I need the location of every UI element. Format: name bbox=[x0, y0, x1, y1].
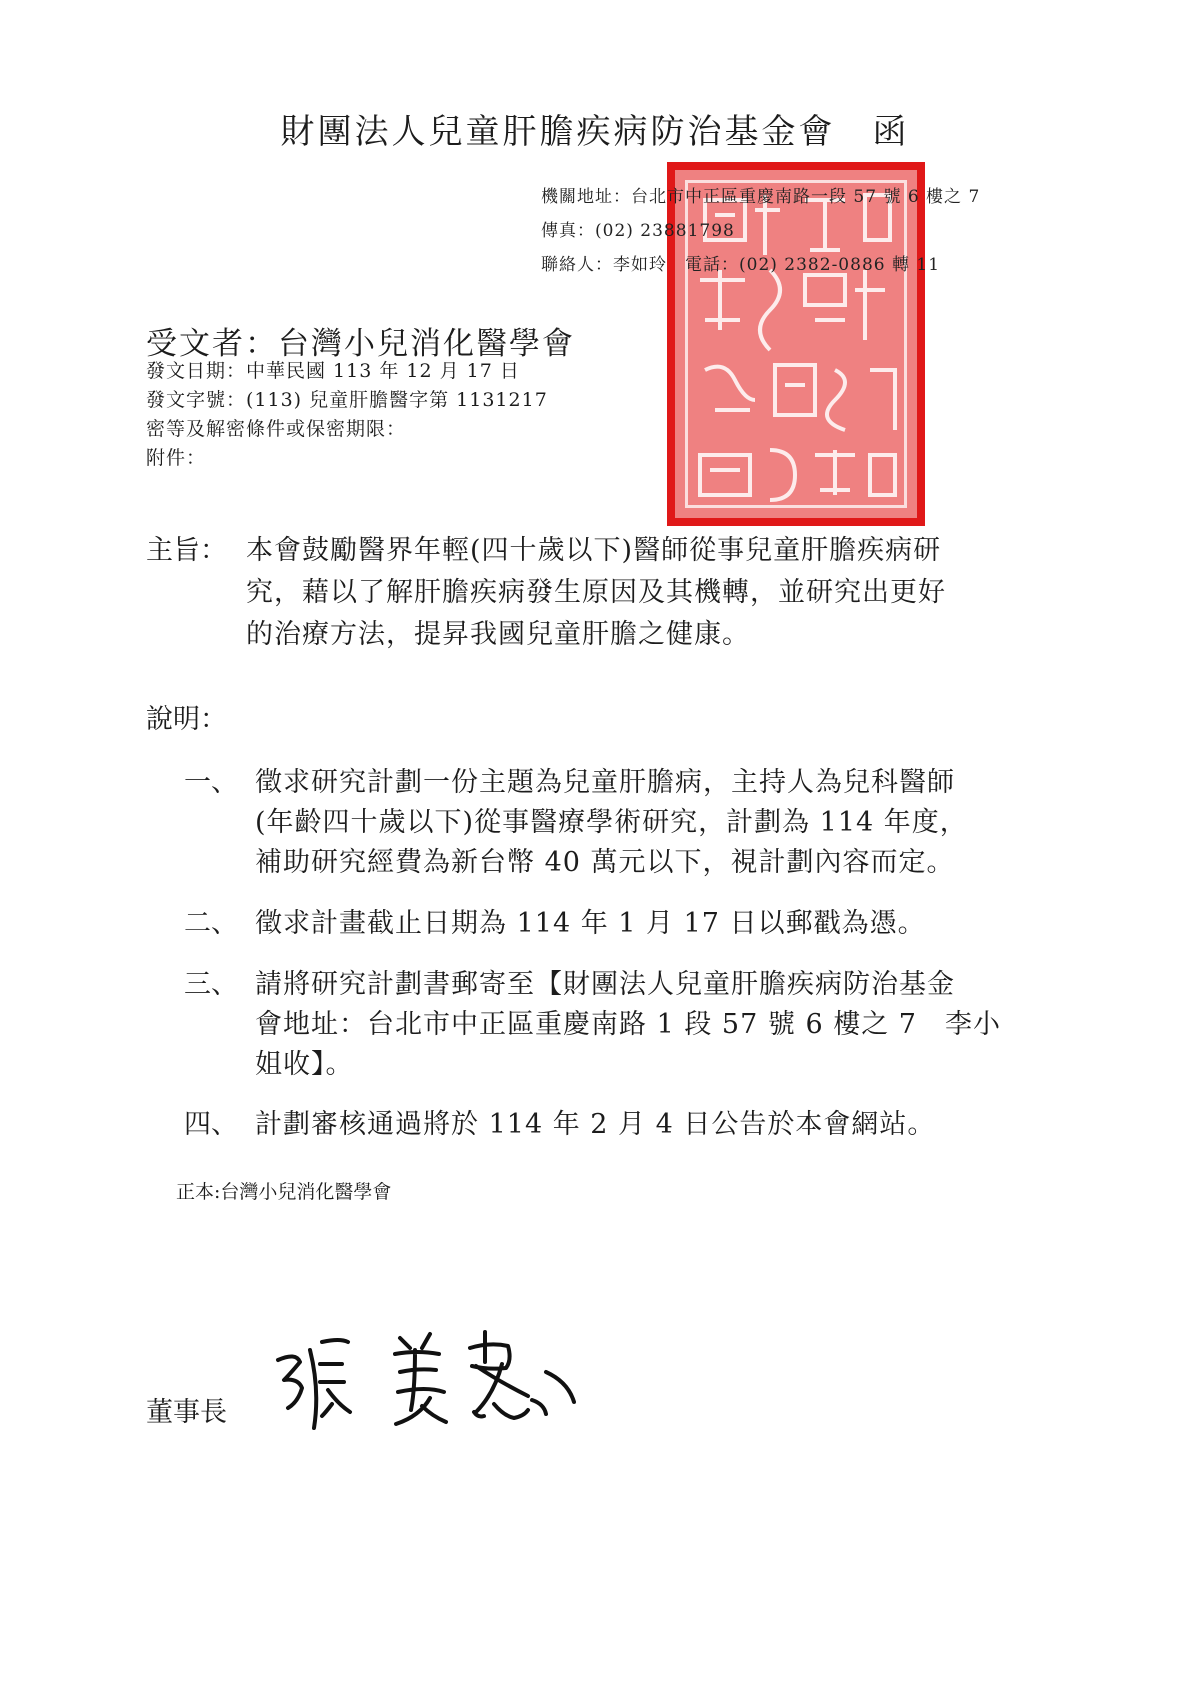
item-line: 姐收】。 bbox=[255, 1049, 354, 1080]
item-line: 會地址：台北市中正區重慶南路 1 段 57 號 6 樓之 7 李小 bbox=[255, 1009, 1001, 1040]
item-line: 補助研究經費為新台幣 40 萬元以下，視計劃內容而定。 bbox=[255, 847, 955, 878]
document-title: 財團法人兒童肝膽疾病防治基金會 函 bbox=[280, 112, 910, 152]
subject-line: 本會鼓勵醫界年輕(四十歲以下)醫師從事兒童肝膽疾病研 bbox=[246, 535, 942, 566]
document-number: 發文字號：(113) 兒童肝膽醫字第 1131217 bbox=[146, 389, 548, 411]
item-line: (年齡四十歲以下)從事醫療學術研究，計劃為 114 年度， bbox=[255, 807, 968, 838]
handwritten-signature bbox=[270, 1320, 590, 1430]
issue-date: 發文日期：中華民國 113 年 12 月 17 日 bbox=[146, 360, 520, 382]
attachment-field: 附件： bbox=[146, 447, 207, 469]
item-line: 徵求計畫截止日期為 114 年 1 月 17 日以郵戳為憑。 bbox=[255, 908, 926, 939]
subject-label: 主旨： bbox=[146, 535, 227, 566]
explanation-label: 說明： bbox=[146, 704, 227, 735]
item-number: 二、 bbox=[184, 908, 238, 939]
chairman-title: 董事長 bbox=[146, 1397, 227, 1428]
item-number: 四、 bbox=[184, 1109, 238, 1140]
subject-line: 的治療方法，提昇我國兒童肝膽之健康。 bbox=[246, 619, 750, 650]
secrecy-level: 密等及解密條件或保密期限： bbox=[146, 418, 407, 440]
item-number: 三、 bbox=[184, 969, 238, 1000]
agency-fax: 傳真：(02) 23881798 bbox=[541, 221, 735, 241]
subject-line: 究，藉以了解肝膽疾病發生原因及其機轉，並研究出更好 bbox=[246, 577, 946, 608]
copy-recipient: 正本:台灣小兒消化醫學會 bbox=[176, 1181, 392, 1203]
item-line: 徵求研究計劃一份主題為兒童肝膽病，主持人為兒科醫師 bbox=[255, 767, 955, 798]
item-number: 一、 bbox=[184, 767, 238, 798]
recipient: 受文者：台灣小兒消化醫學會 bbox=[146, 326, 575, 362]
agency-contact: 聯絡人：李如玲 電話：(02) 2382-0886 轉 11 bbox=[541, 255, 941, 275]
item-line: 計劃審核通過將於 114 年 2 月 4 日公告於本會網站。 bbox=[255, 1109, 936, 1140]
agency-address: 機關地址：台北市中正區重慶南路一段 57 號 6 樓之 7 bbox=[541, 187, 981, 207]
item-line: 請將研究計劃書郵寄至【財團法人兒童肝膽疾病防治基金 bbox=[255, 969, 955, 1000]
